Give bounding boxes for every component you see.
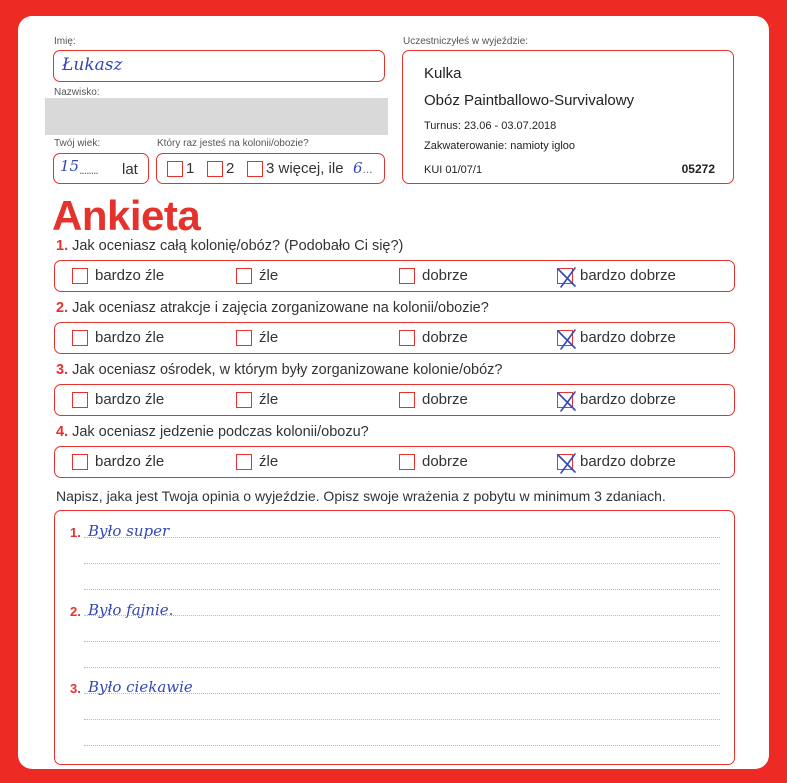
- ruled-line: [84, 615, 720, 616]
- option-dobrze[interactable]: [399, 391, 468, 408]
- turnus: Turnus: 23.06 - 03.07.2018: [424, 120, 557, 132]
- times-option-2[interactable]: 2: [207, 160, 234, 177]
- checkbox-checked[interactable]: [557, 454, 573, 470]
- checkbox[interactable]: [236, 454, 252, 470]
- question-text: Jak oceniasz jedzenie podczas kolonii/obozu?: [72, 424, 369, 440]
- option-label: bardzo dobrze: [580, 391, 676, 408]
- option-bardzo-źle[interactable]: [72, 453, 164, 470]
- opinion-number: 3.: [70, 681, 81, 696]
- age-value: 15: [60, 157, 80, 175]
- name-field[interactable]: [53, 50, 385, 82]
- option-bardzo-dobrze[interactable]: [557, 329, 676, 346]
- survey-sheet: [18, 16, 769, 769]
- option-label: bardzo źle: [95, 391, 165, 408]
- checkbox-checked[interactable]: [557, 392, 573, 408]
- checkbox[interactable]: [247, 161, 263, 177]
- opinion-prompt: Napisz, jaka jest Twoja opinia o wyjeździe. Opisz swoje wrażenia z pobytu w minimum 3 zdaniach.: [56, 488, 666, 504]
- checkbox[interactable]: [72, 454, 88, 470]
- checkbox[interactable]: [399, 268, 415, 284]
- question-text: Jak oceniasz ośrodek, w którym były zorganizowane kolonie/obóz?: [72, 362, 503, 378]
- ruled-line: [84, 589, 720, 590]
- times-option-1[interactable]: 1: [167, 160, 194, 177]
- option-bardzo-dobrze[interactable]: [557, 267, 676, 284]
- opinion-number: 2.: [70, 604, 81, 619]
- question-3: [56, 362, 502, 378]
- option-label: dobrze: [422, 453, 468, 470]
- camp-name: Obóz Paintballowo-Survivalowy: [424, 92, 635, 109]
- ruled-line: [84, 641, 720, 642]
- answer-row-4: [54, 446, 735, 478]
- surname-label: Nazwisko:: [54, 87, 100, 98]
- check-mark-icon: [554, 326, 580, 352]
- ruled-line: [84, 667, 720, 668]
- option-źle[interactable]: [236, 267, 278, 284]
- option-bardzo-źle[interactable]: [72, 391, 164, 408]
- times-option-3-more[interactable]: 3 więcej, ile: [247, 160, 344, 177]
- name-label: Imię:: [54, 36, 76, 47]
- question-2: [56, 300, 489, 316]
- option-label: dobrze: [422, 391, 468, 408]
- checkbox[interactable]: [399, 454, 415, 470]
- times-value: 6: [353, 159, 363, 177]
- trip-label: Uczestniczyłeś w wyjeździe:: [403, 36, 529, 47]
- option-dobrze[interactable]: [399, 453, 468, 470]
- age-unit: lat: [122, 161, 138, 178]
- option-label: bardzo dobrze: [580, 329, 676, 346]
- option-label: źle: [259, 453, 279, 470]
- age-dots: ........: [79, 163, 98, 177]
- question-number: 1.: [56, 238, 69, 254]
- checkbox[interactable]: [399, 330, 415, 346]
- age-field[interactable]: [53, 153, 149, 184]
- option-label: źle: [259, 329, 279, 346]
- question-text: Jak oceniasz atrakcje i zajęcia zorganizowane na kolonii/obozie?: [72, 300, 489, 316]
- option-bardzo-źle[interactable]: [72, 329, 164, 346]
- checkbox[interactable]: [236, 330, 252, 346]
- option-label: bardzo źle: [95, 453, 165, 470]
- times-dots: ...: [362, 162, 373, 176]
- trip-info-box: [402, 50, 734, 184]
- checkbox[interactable]: [236, 268, 252, 284]
- checkbox-checked[interactable]: [557, 268, 573, 284]
- answer-row-1: [54, 260, 735, 292]
- checkbox[interactable]: [72, 268, 88, 284]
- ruled-line: [84, 563, 720, 564]
- question-text: Jak oceniasz całą kolonię/obóz? (Podobało Ci się?): [72, 238, 404, 254]
- check-mark-icon: [554, 264, 580, 290]
- question-number: 4.: [56, 424, 69, 440]
- checkbox[interactable]: [72, 392, 88, 408]
- option-label: dobrze: [422, 329, 468, 346]
- check-mark-icon: [554, 450, 580, 476]
- question-4: [56, 424, 369, 440]
- checkbox[interactable]: [399, 392, 415, 408]
- ruled-line: [84, 537, 720, 538]
- opinion-entry[interactable]: Było super: [88, 522, 170, 540]
- option-źle[interactable]: [236, 453, 278, 470]
- option-label: bardzo dobrze: [580, 267, 676, 284]
- checkbox[interactable]: [236, 392, 252, 408]
- times-field: [156, 153, 385, 184]
- option-bardzo-dobrze[interactable]: [557, 391, 676, 408]
- question-1: [56, 238, 403, 254]
- surname-redacted: [45, 98, 388, 135]
- option-label: źle: [259, 267, 279, 284]
- option-label: dobrze: [422, 267, 468, 284]
- option-label: bardzo źle: [95, 329, 165, 346]
- option-źle[interactable]: [236, 391, 278, 408]
- survey-title: Ankieta: [52, 192, 201, 239]
- opinion-box[interactable]: [54, 510, 735, 765]
- checkbox[interactable]: [167, 161, 183, 177]
- opinion-entry[interactable]: Było fajnie.: [88, 601, 174, 619]
- answer-row-3: [54, 384, 735, 416]
- option-label: bardzo źle: [95, 267, 165, 284]
- name-value: Łukasz: [62, 55, 123, 75]
- option-dobrze[interactable]: [399, 267, 468, 284]
- opinion-number: 1.: [70, 525, 81, 540]
- option-źle[interactable]: [236, 329, 278, 346]
- option-dobrze[interactable]: [399, 329, 468, 346]
- times-label: Który raz jesteś na kolonii/obozie?: [157, 138, 309, 149]
- opinion-entry[interactable]: Było ciekawie: [88, 678, 193, 696]
- checkbox[interactable]: [72, 330, 88, 346]
- ruled-line: [84, 719, 720, 720]
- question-number: 2.: [56, 300, 69, 316]
- option-label: bardzo dobrze: [580, 453, 676, 470]
- answer-row-2: [54, 322, 735, 354]
- trip-code: KUI 01/07/1: [424, 164, 483, 176]
- age-label: Twój wiek:: [54, 138, 101, 149]
- accommodation: Zakwaterowanie: namioty igloo: [424, 140, 576, 152]
- organizer-name: Kulka: [424, 65, 462, 82]
- option-bardzo-dobrze[interactable]: [557, 453, 676, 470]
- option-label: źle: [259, 391, 279, 408]
- check-mark-icon: [554, 388, 580, 414]
- checkbox[interactable]: [207, 161, 223, 177]
- question-number: 3.: [56, 362, 69, 378]
- ruled-line: [84, 745, 720, 746]
- trip-number: 05272: [681, 162, 715, 176]
- checkbox-checked[interactable]: [557, 330, 573, 346]
- option-bardzo-źle[interactable]: [72, 267, 164, 284]
